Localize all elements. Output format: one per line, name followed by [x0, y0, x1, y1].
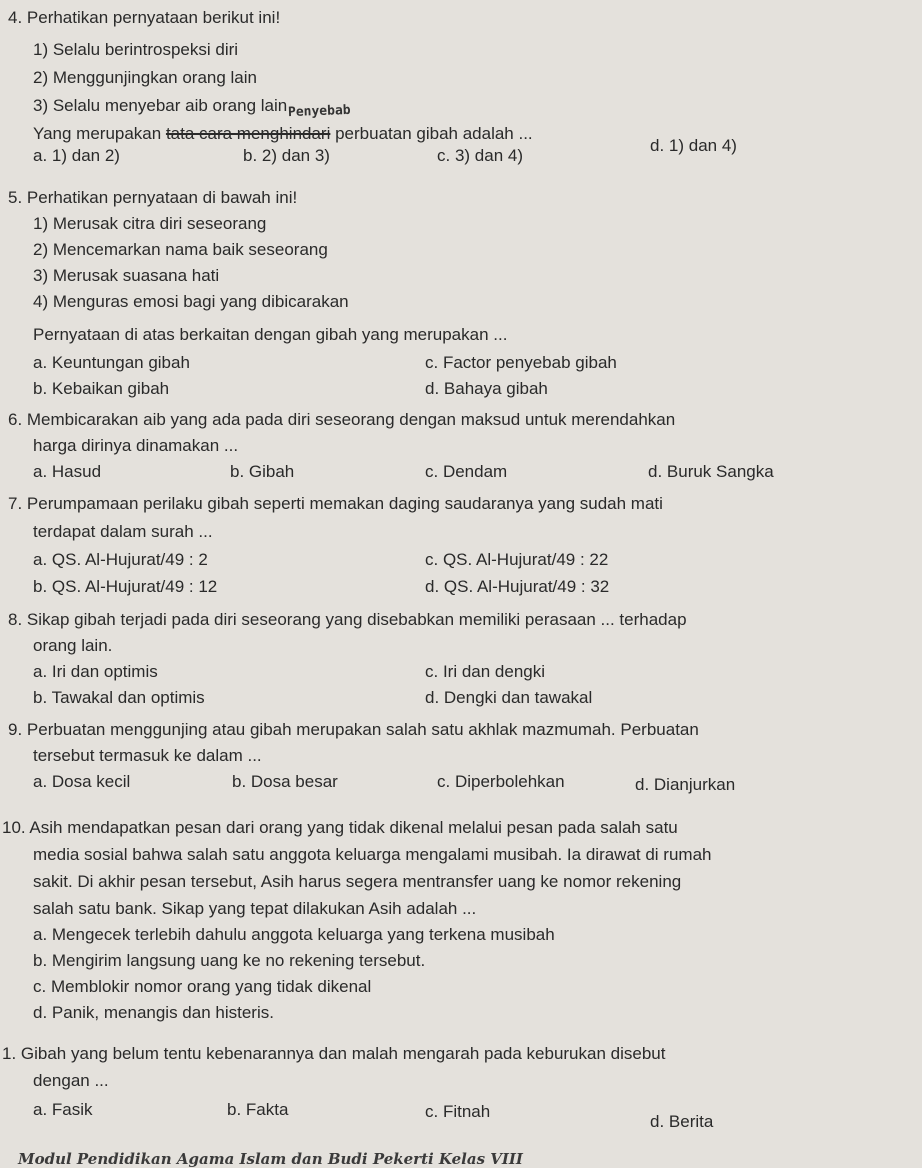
q8-stem-2: orang lain.	[33, 636, 113, 655]
q6-option-c: c. Dendam	[425, 462, 508, 481]
q6-option-a: a. Hasud	[33, 462, 102, 481]
q7-option-b: b. QS. Al-Hujurat/49 : 12	[33, 577, 218, 596]
q5-stem: 5. Perhatikan pernyataan di bawah ini!	[8, 188, 298, 207]
q4-item-1: 1) Selalu berintrospeksi diri	[33, 40, 239, 59]
q5-option-c: c. Factor penyebab gibah	[425, 353, 617, 372]
q7-stem-2: terdapat dalam surah ...	[33, 522, 213, 541]
q4-question-struck: tata cara menghindari	[165, 124, 331, 143]
q11-option-c: c. Fitnah	[425, 1102, 491, 1121]
q4-handwritten-note: Penyebab	[287, 102, 351, 121]
q10-option-a: a. Mengecek terlebih dahulu anggota keluarga yang terkena musibah	[33, 925, 555, 944]
q5-option-d: d. Bahaya gibah	[425, 379, 548, 398]
q7-option-d: d. QS. Al-Hujurat/49 : 32	[425, 577, 610, 596]
q4-item-2: 2) Menggunjingkan orang lain	[33, 68, 257, 87]
q4-option-a: a. 1) dan 2)	[33, 146, 120, 165]
q5-option-b: b. Kebaikan gibah	[33, 379, 170, 398]
q4-question-pre: Yang merupakan	[33, 124, 166, 143]
q8-option-b: b. Tawakal dan optimis	[33, 688, 205, 707]
q9-stem: 9. Perbuatan menggunjing atau gibah merupakan salah satu akhlak mazmumah. Perbuatan	[8, 720, 699, 739]
q9-option-a: a. Dosa kecil	[33, 772, 131, 791]
q7-option-c: c. QS. Al-Hujurat/49 : 22	[425, 550, 609, 569]
q4-item-3: 3) Selalu menyebar aib orang lain	[33, 96, 288, 115]
q5-question: Pernyataan di atas berkaitan dengan gibah yang merupakan ...	[33, 325, 508, 344]
q7-option-a: a. QS. Al-Hujurat/49 : 2	[33, 550, 208, 569]
q9-stem-2: tersebut termasuk ke dalam ...	[33, 746, 262, 765]
q10-line-1: 10. Asih mendapatkan pesan dari orang yang tidak dikenal melalui pesan pada salah satu	[2, 818, 678, 837]
q11-stem: 1. Gibah yang belum tentu kebenarannya dan malah mengarah pada keburukan disebut	[2, 1044, 666, 1063]
q4-option-d: d. 1) dan 4)	[650, 136, 737, 155]
q6-stem-2: harga dirinya dinamakan ...	[33, 436, 239, 455]
q10-option-d: d. Panik, menangis dan histeris.	[33, 1003, 274, 1022]
q6-option-d: d. Buruk Sangka	[648, 462, 774, 481]
q4-question	[33, 124, 533, 144]
q11-option-b: b. Fakta	[227, 1100, 289, 1119]
q5-item-3: 3) Merusak suasana hati	[33, 266, 220, 285]
q10-option-c: c. Memblokir nomor orang yang tidak dikenal	[33, 977, 372, 996]
q10-line-2: media sosial bahwa salah satu anggota keluarga mengalami musibah. Ia dirawat di rumah	[33, 845, 712, 864]
q4-option-b: b. 2) dan 3)	[243, 146, 330, 165]
q5-item-2: 2) Mencemarkan nama baik seseorang	[33, 240, 328, 259]
q11-option-d: d. Berita	[650, 1112, 714, 1131]
q8-stem: 8. Sikap gibah terjadi pada diri seseorang yang disebabkan memiliki perasaan ... terhadap	[8, 610, 687, 629]
q8-option-a: a. Iri dan optimis	[33, 662, 158, 681]
q6-option-b: b. Gibah	[230, 462, 295, 481]
q8-option-d: d. Dengki dan tawakal	[425, 688, 593, 707]
q10-line-4: salah satu bank. Sikap yang tepat dilakukan Asih adalah ...	[33, 899, 477, 918]
q4-option-c: c. 3) dan 4)	[437, 146, 523, 165]
q10-line-3: sakit. Di akhir pesan tersebut, Asih harus segera mentransfer uang ke nomor rekening	[33, 872, 682, 891]
q8-option-c: c. Iri dan dengki	[425, 662, 546, 681]
q11-option-a: a. Fasik	[33, 1100, 93, 1119]
q4-question-post: perbuatan gibah adalah ...	[330, 124, 533, 143]
q9-option-c: c. Diperbolehkan	[437, 772, 565, 791]
q5-item-4: 4) Menguras emosi bagi yang dibicarakan	[33, 292, 349, 311]
q7-stem: 7. Perumpamaan perilaku gibah seperti memakan daging saudaranya yang sudah mati	[8, 494, 663, 513]
q5-option-a: a. Keuntungan gibah	[33, 353, 190, 372]
q11-stem-2: dengan ...	[33, 1071, 109, 1090]
q5-item-1: 1) Merusak citra diri seseorang	[33, 214, 267, 233]
q6-stem: 6. Membicarakan aib yang ada pada diri seseorang dengan maksud untuk merendahkan	[8, 410, 676, 429]
module-footer: Modul Pendidikan Agama Islam dan Budi Pekerti Kelas VIII	[18, 1150, 523, 1168]
q9-option-b: b. Dosa besar	[232, 772, 338, 791]
q4-stem: 4. Perhatikan pernyataan berikut ini!	[8, 8, 281, 27]
q10-option-b: b. Mengirim langsung uang ke no rekening tersebut.	[33, 951, 426, 970]
q9-option-d: d. Dianjurkan	[635, 775, 736, 794]
